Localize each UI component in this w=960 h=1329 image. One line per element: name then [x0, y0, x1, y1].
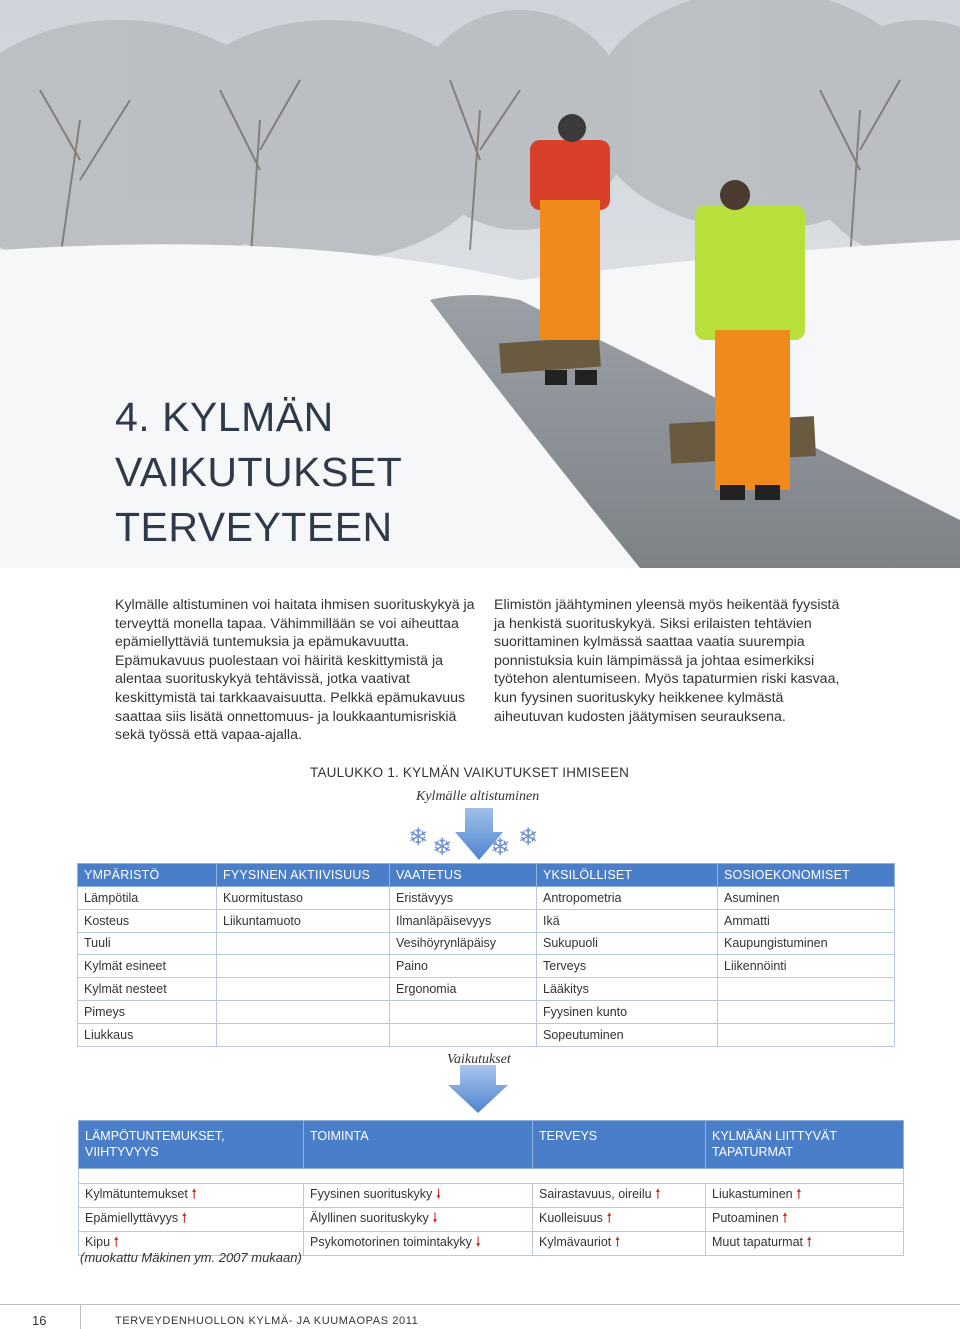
header-yksilolliset: YKSILÖLLISET — [537, 864, 718, 887]
chapter-title — [115, 390, 402, 555]
arrow-up-icon: 🠑 — [606, 1211, 612, 1225]
table-cell: Ilmanläpäisevyys — [390, 909, 537, 932]
table-row — [78, 1000, 895, 1023]
table-title: TAULUKKO 1. KYLMÄN VAIKUTUKSET IHMISEEN — [310, 765, 630, 780]
table-cell: Fyysinen suorituskyky 🠓 — [304, 1184, 533, 1208]
table-cell: Kuolleisuus 🠑 — [533, 1208, 706, 1232]
arrow-up-icon: 🠑 — [655, 1187, 661, 1201]
flow-bottom-label: Vaikutukset — [447, 1052, 511, 1067]
header-sosioekonomiset: SOSIOEKONOMISET — [718, 864, 895, 887]
table-cell: Antropometria — [537, 887, 718, 910]
table-cell — [217, 978, 390, 1001]
table-cell: Liukastuminen 🠑 — [706, 1184, 904, 1208]
factors-table — [77, 863, 895, 1047]
table-cell: Ergonomia — [390, 978, 537, 1001]
table-row — [79, 1208, 904, 1232]
table-row — [78, 909, 895, 932]
arrow-up-icon: 🠑 — [615, 1235, 620, 1249]
snowflake-icon: ❄ — [408, 824, 429, 851]
table-cell: Kylmät nesteet — [78, 978, 217, 1001]
header-lampotuntemukset: LÄMPÖTUNTEMUKSET, VIIHTYVYYS — [79, 1121, 304, 1169]
table-cell: Liukkaus — [78, 1023, 217, 1046]
table-row — [78, 978, 895, 1001]
table-cell: Terveys — [537, 955, 718, 978]
table-cell — [217, 1000, 390, 1023]
table-cell — [390, 1000, 537, 1023]
cover-photo — [0, 0, 960, 568]
table-cell: Vesihöyrynläpäisy — [390, 932, 537, 955]
table-cell: Sukupuoli — [537, 932, 718, 955]
table-cell: Paino — [390, 955, 537, 978]
table-cell — [217, 932, 390, 955]
table-cell: Kylmätuntemukset 🠑 — [79, 1184, 304, 1208]
arrow-up-icon: 🠑 — [782, 1211, 788, 1225]
table-row — [78, 955, 895, 978]
table-cell: Asuminen — [718, 887, 895, 910]
header-ymparisto: YMPÄRISTÖ — [78, 864, 217, 887]
table-cell — [718, 1000, 895, 1023]
table-cell: Kuormitustaso — [217, 887, 390, 910]
right-paragraph: Elimistön jäähtyminen yleensä myös heikentää fyysistä ja henkistä suorituskykyä. Siksi erilaisten tehtävien suorittaminen kylmässä saattaa vaatia suurempia ponnistuksia kuin lämpimässä ja johtaa esimerkiksi työtehon alentumiseen. Myös tapaturmien riski kasvaa, kun fyysinen suorituskyky heikkenee kylmästä aiheutuvan kudosten jäätymisen seurauksena. — [494, 597, 840, 725]
table-cell: Ikä — [537, 909, 718, 932]
table-cell: Kaupungistuminen — [718, 932, 895, 955]
publication-title: TERVEYDENHUOLLON KYLMÄ- JA KUUMAOPAS 2011 — [115, 1315, 419, 1327]
table-cell: Liikennöinti — [718, 955, 895, 978]
table-row — [79, 1184, 904, 1208]
table-cell: Ammatti — [718, 909, 895, 932]
table-cell: Sopeutuminen — [537, 1023, 718, 1046]
table-row — [78, 1023, 895, 1046]
table-cell: Kylmävauriot 🠑 — [533, 1232, 706, 1256]
arrow-up-icon: 🠑 — [114, 1235, 119, 1249]
header-vaatetus: VAATETUS — [390, 864, 537, 887]
header-terveys: TERVEYS — [533, 1121, 706, 1169]
table-cell — [718, 1023, 895, 1046]
table-row — [78, 932, 895, 955]
arrow-down-icon: 🠓 — [432, 1211, 438, 1225]
header-fyysinen-aktiivisuus: FYYSINEN AKTIIVISUUS — [217, 864, 390, 887]
table-cell: Eristävyys — [390, 887, 537, 910]
table-cell: Pimeys — [78, 1000, 217, 1023]
left-paragraph: Kylmälle altistuminen voi haitata ihmisen suorituskykyä ja terveyttä monella tapaa. Vähimmillään se voi aiheuttaa epämiellyttäviä tuntemuksia ja epämukavuutta. Epämukavuus puolestaan voi häiritä keskittymistä ja alentaa suorituskykyä tehtävissä, jotka vaativat keskittymistä tai tarkkaavaisuutta. Pelkkä epämukavuus saattaa siis lisätä onnettomuus- ja loukkaantumisriskiä sekä työssä että vapaa-ajalla. — [115, 597, 475, 744]
table-cell — [718, 978, 895, 1001]
table-cell: Liikuntamuoto — [217, 909, 390, 932]
table-cell: Kylmät esineet — [78, 955, 217, 978]
right-column — [494, 596, 854, 726]
page-number: 16 — [32, 1313, 47, 1328]
snowflake-icon: ❄ — [490, 834, 511, 861]
footer-divider — [0, 1304, 960, 1305]
arrow-down-icon: 🠓 — [475, 1235, 481, 1249]
title-line-3: TERVEYTEEN — [115, 504, 393, 550]
arrow-up-icon: 🠑 — [182, 1211, 187, 1225]
table-cell: Kipu 🠑 — [79, 1232, 304, 1256]
flow-top-label: Kylmälle altistuminen — [416, 789, 540, 804]
table-cell: Kosteus — [78, 909, 217, 932]
table-cell: Putoaminen 🠑 — [706, 1208, 904, 1232]
table-row — [78, 887, 895, 910]
table-cell: Sairastavuus, oireilu 🠑 — [533, 1184, 706, 1208]
down-arrow-icon — [448, 1065, 508, 1113]
table-cell: Muut tapaturmat 🠑 — [706, 1232, 904, 1256]
table-cell: Tuuli — [78, 932, 217, 955]
header-toiminta: TOIMINTA — [304, 1121, 533, 1169]
effects-table — [78, 1120, 904, 1256]
arrow-down-icon: 🠓 — [436, 1187, 441, 1201]
factors-header-row — [78, 864, 895, 887]
table-cell: Älyllinen suorituskyky 🠓 — [304, 1208, 533, 1232]
table-cell — [217, 1023, 390, 1046]
table-cell: Psykomotorinen toimintakyky 🠓 — [304, 1232, 533, 1256]
table-cell — [217, 955, 390, 978]
title-line-1: 4. KYLMÄN — [115, 394, 334, 440]
arrow-up-icon: 🠑 — [191, 1187, 197, 1201]
title-line-2: VAIKUTUKSET — [115, 449, 403, 495]
table-cell: Fyysinen kunto — [537, 1000, 718, 1023]
effects-header-row — [79, 1121, 904, 1169]
table-cell — [390, 1023, 537, 1046]
left-column — [115, 596, 477, 745]
arrow-up-icon: 🠑 — [807, 1235, 812, 1249]
source-note: (muokattu Mäkinen ym. 2007 mukaan) — [80, 1250, 302, 1265]
table-cell: Lämpötila — [78, 887, 217, 910]
arrow-up-icon: 🠑 — [796, 1187, 802, 1201]
footer-divider — [80, 1304, 81, 1329]
snowflake-icon: ❄ — [518, 824, 539, 851]
table-cell: Epämiellyttävyys 🠑 — [79, 1208, 304, 1232]
snowflake-icon: ❄ — [432, 834, 453, 861]
header-tapaturmat: KYLMÄÄN LIITTYVÄT TAPATURMAT — [706, 1121, 904, 1169]
table-cell: Lääkitys — [537, 978, 718, 1001]
